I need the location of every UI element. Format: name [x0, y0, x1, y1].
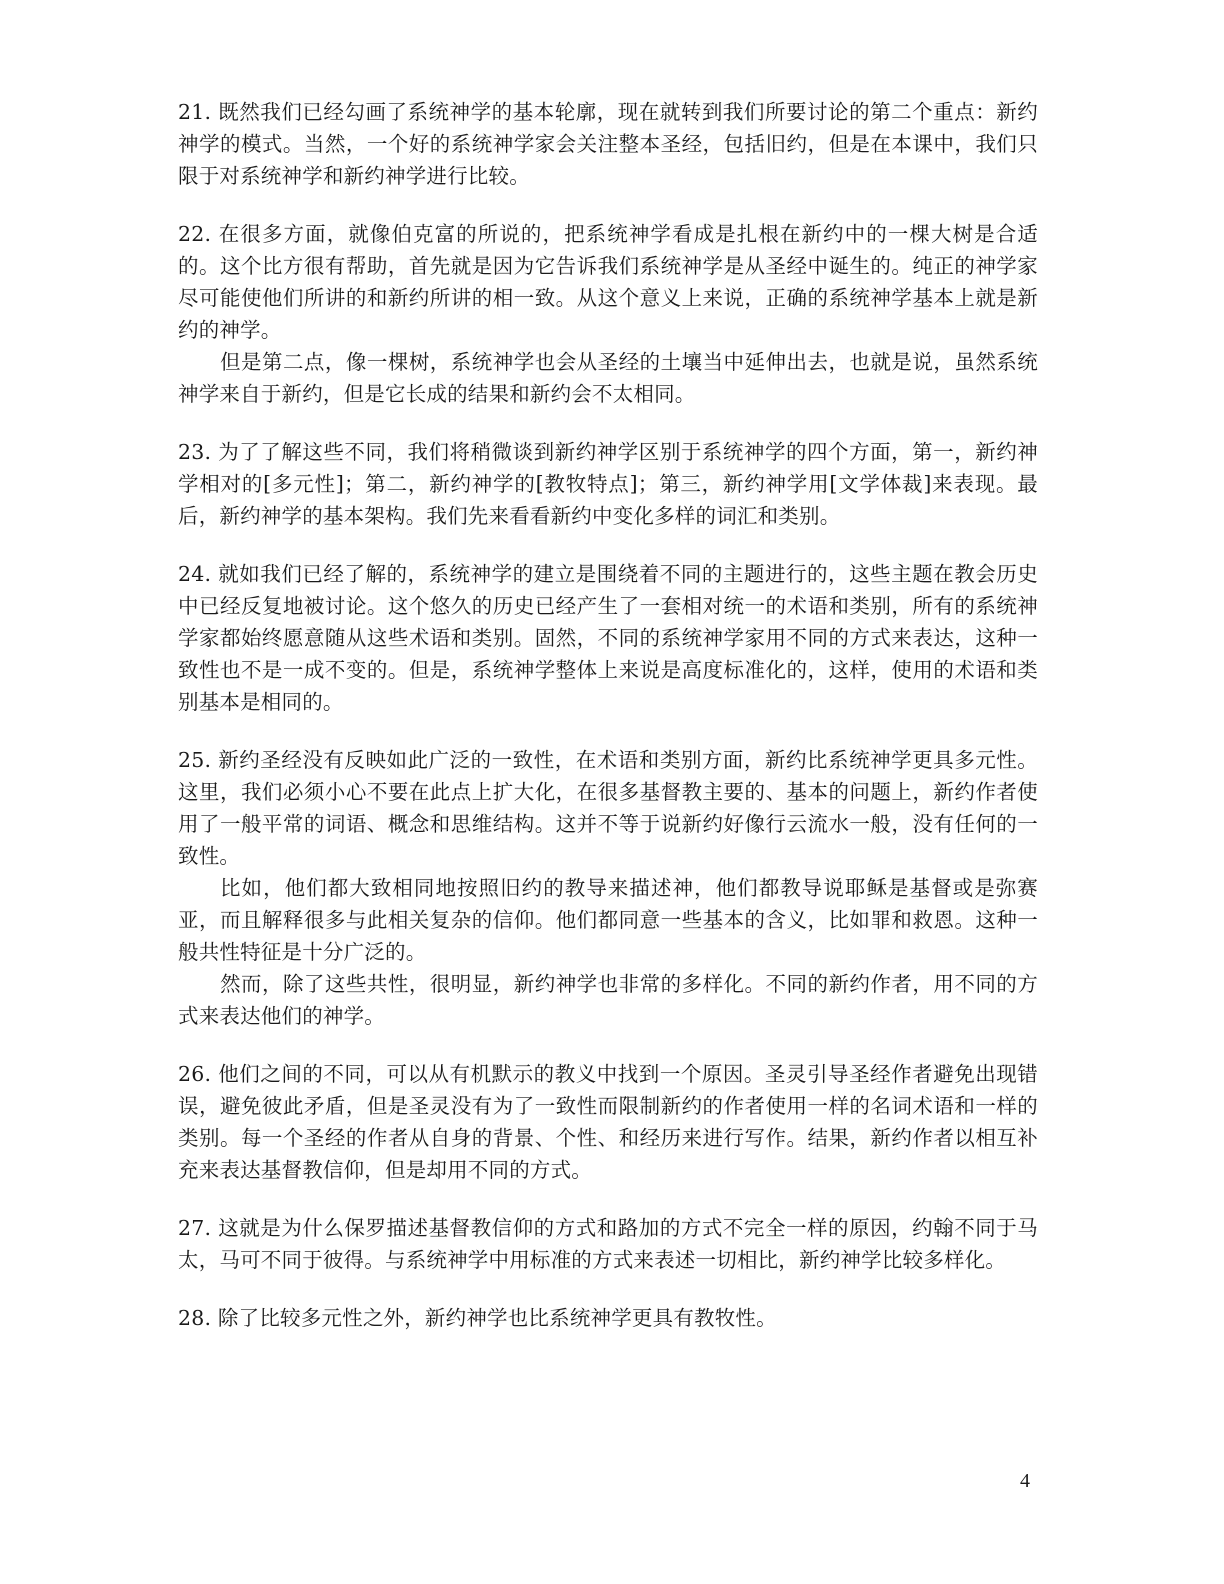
paragraph-text: 25. 新约圣经没有反映如此广泛的一致性，在术语和类别方面，新约比系统神学更具多元性。这里，我们必须小心不要在此点上扩大化，在很多基督教主要的、基本的问题上，新约作者使用了一般平常的词语、概念和思维结构。这并不等于说新约好像行云流水一般，没有任何的一致性。	[178, 748, 1038, 868]
paragraph-continuation: 但是第二点，像一棵树，系统神学也会从圣经的土壤当中延伸出去，也就是说，虽然系统神学来自于新约，但是它长成的结果和新约会不太相同。	[178, 350, 1038, 406]
paragraph-28	[178, 1302, 1038, 1334]
paragraph-22	[178, 218, 1038, 410]
paragraph-continuation: 比如，他们都大致相同地按照旧约的教导来描述神，他们都教导说耶稣是基督或是弥赛亚，而且解释很多与此相关复杂的信仰。他们都同意一些基本的含义，比如罪和救恩。这种一般共性特征是十分广泛的。	[178, 876, 1038, 964]
page-number: 4	[1020, 1470, 1030, 1492]
paragraph-25	[178, 744, 1038, 1032]
paragraph-text: 27. 这就是为什么保罗描述基督教信仰的方式和路加的方式不完全一样的原因，约翰不同于马太，马可不同于彼得。与系统神学中用标准的方式来表述一切相比，新约神学比较多样化。	[178, 1216, 1038, 1272]
document-body	[178, 96, 1038, 1360]
paragraph-text: 24. 就如我们已经了解的，系统神学的建立是围绕着不同的主题进行的，这些主题在教会历史中已经反复地被讨论。这个悠久的历史已经产生了一套相对统一的术语和类别，所有的系统神学家都始终愿意随从这些术语和类别。固然，不同的系统神学家用不同的方式来表达，这种一致性也不是一成不变的。但是，系统神学整体上来说是高度标准化的，这样，使用的术语和类别基本是相同的。	[178, 562, 1038, 714]
paragraph-text: 28. 除了比较多元性之外，新约神学也比系统神学更具有教牧性。	[178, 1306, 777, 1330]
paragraph-27	[178, 1212, 1038, 1276]
paragraph-24	[178, 558, 1038, 718]
paragraph-21	[178, 96, 1038, 192]
paragraph-23	[178, 436, 1038, 532]
paragraph-text: 22. 在很多方面，就像伯克富的所说的，把系统神学看成是扎根在新约中的一棵大树是合适的。这个比方很有帮助，首先就是因为它告诉我们系统神学是从圣经中诞生的。纯正的神学家尽可能使他们所讲的和新约所讲的相一致。从这个意义上来说，正确的系统神学基本上就是新约的神学。	[178, 222, 1038, 342]
paragraph-text: 21. 既然我们已经勾画了系统神学的基本轮廓，现在就转到我们所要讨论的第二个重点：新约神学的模式。当然，一个好的系统神学家会关注整本圣经，包括旧约，但是在本课中，我们只限于对系统神学和新约神学进行比较。	[178, 100, 1038, 188]
paragraph-continuation: 然而，除了这些共性，很明显，新约神学也非常的多样化。不同的新约作者，用不同的方式来表达他们的神学。	[178, 972, 1038, 1028]
paragraph-26	[178, 1058, 1038, 1186]
paragraph-text: 26. 他们之间的不同，可以从有机默示的教义中找到一个原因。圣灵引导圣经作者避免出现错误，避免彼此矛盾，但是圣灵没有为了一致性而限制新约的作者使用一样的名词术语和一样的类别。每一个圣经的作者从自身的背景、个性、和经历来进行写作。结果，新约作者以相互补充来表达基督教信仰，但是却用不同的方式。	[178, 1062, 1038, 1182]
paragraph-text: 23. 为了了解这些不同，我们将稍微谈到新约神学区别于系统神学的四个方面，第一，新约神学相对的[多元性]；第二，新约神学的[教牧特点]；第三，新约神学用[文学体裁]来表现。最后，新约神学的基本架构。我们先来看看新约中变化多样的词汇和类别。	[178, 440, 1038, 528]
